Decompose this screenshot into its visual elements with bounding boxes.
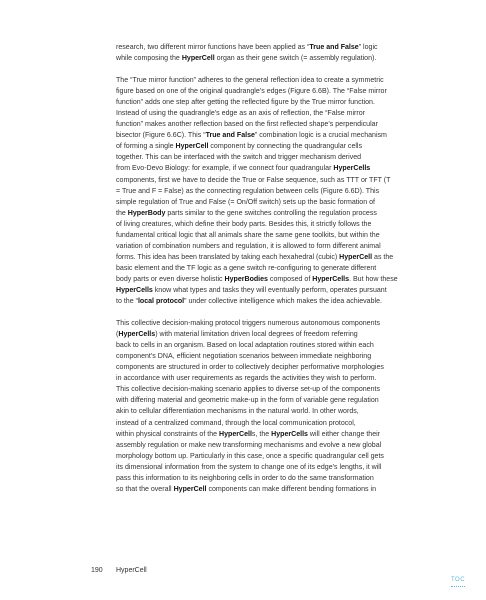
text-run: function” makes another reflection based on the first reflected shape’s perpendicular [116, 121, 378, 129]
text-line [116, 108, 461, 119]
bold-term: HyperCell [339, 253, 373, 261]
text-line [116, 42, 461, 53]
text-run: = True and F = False) as the connecting regulation between cells (Figure 6.6D). This [116, 187, 380, 195]
text-run: Instead of using the quadrangle’s edge as an axis of reflection, the “False mirror [116, 110, 366, 118]
text-line [116, 318, 461, 329]
text-run: ) with material limitation driven local degrees of freedom referring [155, 331, 358, 339]
bold-term: HyperCell [219, 430, 252, 438]
text-line [116, 75, 461, 86]
toc-link[interactable]: TOC [451, 577, 466, 583]
text-run: research, two different mirror functions have been applied as “ [116, 44, 310, 51]
text-run: while composing the [116, 55, 182, 63]
text-run: ” under collective intelligence which makes the idea achievable. [184, 298, 382, 306]
text-run: . But how these [349, 275, 398, 283]
text-run: with differing material and geometric make-up in the form of variable gene regulation [116, 397, 379, 405]
text-run: component by connecting the quadrangular cells [208, 143, 363, 151]
text-line [116, 440, 461, 451]
text-run: basic element and the TF logic as a gene switch re-configuring to generate different [116, 264, 377, 272]
text-line [116, 418, 461, 429]
running-title: HyperCell [116, 567, 147, 574]
text-line [116, 406, 461, 417]
text-run: know what types and tasks they will eventually perform, operates pursuant [152, 286, 387, 294]
text-run: in accordance with user requirements as regards the activities they wish to perform. [116, 375, 377, 383]
text-run: back to cells in an organism. Based on local adaptation routines stored within each [116, 342, 374, 350]
text-line [116, 197, 461, 208]
bold-term: HyperCell [181, 55, 215, 63]
text-run: will either change their [307, 430, 381, 438]
text-line [116, 451, 461, 462]
toc-link-underline [451, 586, 465, 587]
text-line [116, 462, 461, 473]
text-run: function” adds one step after getting the reflected figure by the True mirror function. [116, 99, 375, 107]
text-run: variation of combination numbers and regulation, it is allowed to form different animal [116, 242, 381, 250]
text-line [116, 296, 461, 307]
text-run: its dimensional information from the system to change one of its edge’s lengths, it will [116, 463, 382, 471]
text-line [116, 329, 461, 340]
text-run: fundamental critical logic that all animals share the same gene toolkits, but within the [116, 231, 380, 239]
text-run: components can make different bending formations in [206, 485, 376, 493]
text-run: This collective decision-making scenario applies to diverse set-up of the components [116, 386, 381, 394]
text-run: composed of [267, 275, 313, 283]
text-run: within physical constraints of the [116, 430, 220, 438]
text-line [116, 208, 461, 219]
text-run: ” combination logic is a crucial mechanism [254, 132, 387, 140]
text-line [116, 130, 461, 141]
text-line [116, 263, 461, 274]
text-line [116, 119, 461, 130]
text-run: together. This can be interfaced with the switch and trigger mechanism derived [116, 154, 362, 162]
text-line [116, 186, 461, 197]
bold-term: HyperCells [118, 331, 156, 339]
bold-term: True and False [309, 44, 359, 51]
text-run: of forming a single [116, 143, 176, 151]
bold-term: HyperCells [333, 165, 371, 173]
text-line [116, 252, 461, 263]
text-run: The “True mirror function” adheres to the general reflection idea to create a symmetric [116, 77, 384, 85]
bold-term: HyperBodies [224, 275, 268, 283]
text-line [116, 285, 461, 296]
bold-term: HyperCells [271, 430, 308, 438]
bold-term: True and False [205, 132, 255, 140]
text-run: This collective decision-making protocol triggers numerous autonomous components [116, 320, 380, 328]
text-run: of living creatures, which define their body parts. Besides this, it strictly follows the [116, 220, 372, 228]
text-line [116, 484, 461, 495]
body-text [116, 42, 461, 506]
text-run: assembly regulation or make new transforming mechanisms and evolve a new global [116, 441, 382, 449]
text-line [116, 351, 461, 362]
text-run: components are structured in order to collectively decipher performative morphologies [116, 364, 384, 372]
text-run: parts similar to the gene switches controlling the regulation process [165, 209, 377, 217]
text-run: s, the [251, 430, 272, 438]
text-run: organ as their gene switch (= assembly regulation). [214, 55, 377, 63]
text-run: ” logic [358, 44, 378, 51]
text-run: figure based on one of the original quadrangle’s edges (Figure 6.6B). The “False mirror [116, 88, 387, 96]
text-line [116, 274, 461, 285]
text-run: body parts or even diverse holistic [116, 275, 225, 283]
text-line [116, 219, 461, 230]
text-line [116, 86, 461, 97]
bold-term: HyperBody [127, 209, 166, 217]
text-run: morphology bottom up. Particularly in this case, once a specific quadrangular cell gets [116, 452, 384, 460]
text-run: from Evo-Devo Biology: for example, if we connect four quadrangular [116, 165, 334, 173]
paragraph [116, 318, 461, 495]
text-line [116, 230, 461, 241]
text-line [116, 473, 461, 484]
text-run: simple regulation of True and False (= On/Off switch) sets up the basic formation of [116, 198, 375, 206]
text-line [116, 384, 461, 395]
bold-term: local protocol [137, 298, 185, 306]
text-line [116, 141, 461, 152]
text-line [116, 241, 461, 252]
page-number: 190 [91, 567, 103, 574]
text-line [116, 53, 461, 64]
text-run: forms. This idea has been translated by taking each hexahedral (cubic) [116, 253, 340, 261]
text-line [116, 97, 461, 108]
bold-term: HyperCell [173, 485, 207, 493]
text-run: bisector (Figure 6.6C). This “ [116, 132, 206, 140]
text-run: akin to cellular differentiation mechanisms in the natural world. In other words, [116, 408, 359, 416]
text-run: to the “ [116, 298, 138, 306]
text-run: as the [372, 253, 394, 261]
text-line [116, 163, 461, 174]
paragraph [116, 42, 461, 64]
text-run: instead of a centralized command, through the local communication protocol, [116, 419, 356, 427]
text-run: pass this information to its neighboring cells in order to do the same transformation [116, 474, 374, 482]
text-line [116, 395, 461, 406]
text-run: ( [116, 331, 119, 339]
paragraph [116, 75, 461, 307]
bold-term: HyperCell [175, 143, 209, 151]
bold-term: HyperCells [116, 286, 153, 294]
text-line [116, 429, 461, 440]
text-line [116, 340, 461, 351]
text-line [116, 152, 461, 163]
text-line [116, 175, 461, 186]
text-run: so that the overall [116, 485, 174, 493]
bold-term: HyperCells [312, 275, 350, 283]
text-line [116, 373, 461, 384]
text-run: component’s DNA, efficient negotiation scenarios between immediate neighboring [116, 353, 372, 361]
text-line [116, 362, 461, 373]
text-run: components, first we have to decide the True or False sequence, such as TTT or TFT (T [116, 176, 391, 184]
text-run: the [116, 209, 128, 217]
